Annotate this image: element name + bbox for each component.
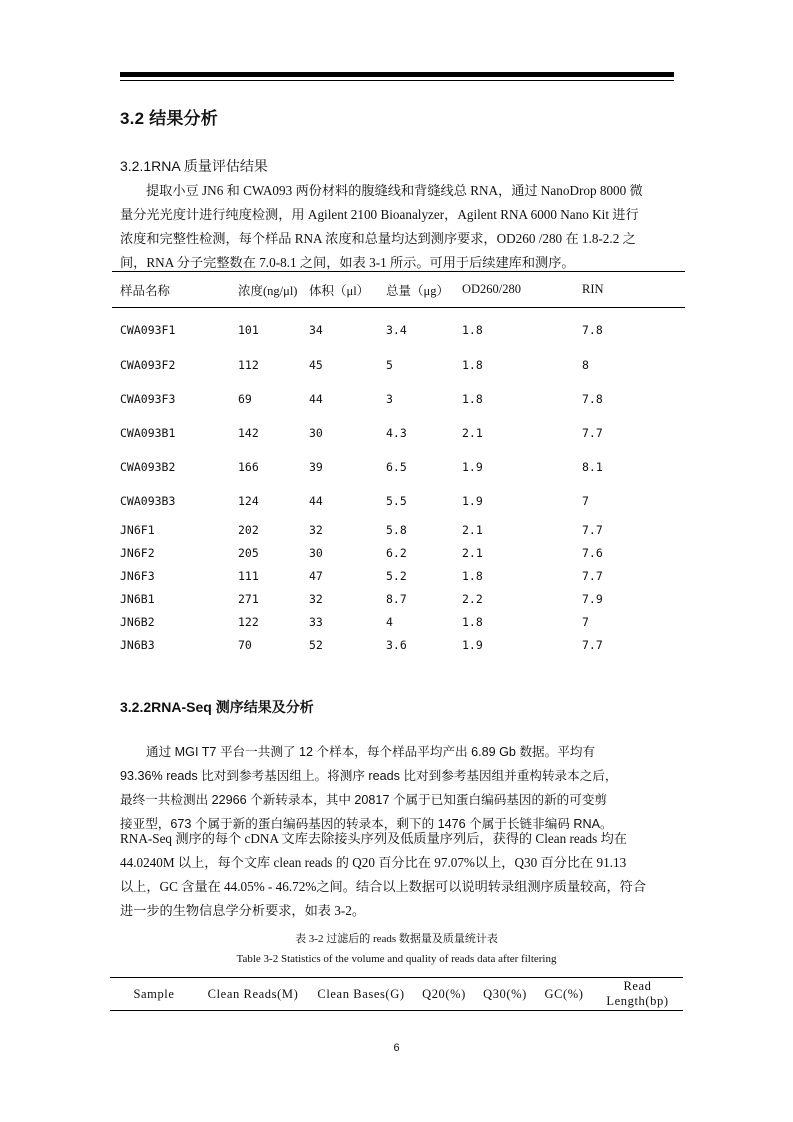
column-header: Clean Bases(G) — [308, 978, 414, 1011]
table-row — [112, 564, 685, 587]
section-title: 3.2 结果分析 — [120, 109, 218, 128]
table-cell: 4 — [386, 614, 393, 629]
table-cell: 6.5 — [386, 460, 407, 474]
table-cell: 7.7 — [582, 637, 603, 652]
table-cell: 5.8 — [386, 522, 407, 537]
table-header-row — [110, 978, 683, 1011]
paragraph-rnaseq-a — [120, 740, 676, 836]
column-header: RIN — [574, 272, 685, 308]
table-cell: JN6B2 — [120, 614, 155, 629]
table-cell: 2.2 — [462, 591, 483, 606]
paragraph-line: 间，RNA 分子完整数在 7.0-8.1 之间，如表 3-1 所示。可用于后续建库和测序。 — [120, 255, 575, 270]
paragraph-line: 93.36% reads 比对到参考基因组上。将测序 reads 比对到参考基因组并重构转录本之后， — [120, 769, 618, 783]
table-cell: 1.8 — [462, 568, 483, 583]
table-row — [112, 484, 685, 518]
table-cell: 6.2 — [386, 545, 407, 560]
table-cell: 8.1 — [582, 460, 603, 474]
table-cell: 44 — [309, 392, 323, 406]
table-cell: 112 — [238, 358, 259, 372]
table-row — [112, 633, 685, 656]
table-cell: 2.1 — [462, 545, 483, 560]
header-rule-thick — [120, 72, 674, 77]
table-row — [112, 518, 685, 541]
table-cell: 2.1 — [462, 522, 483, 537]
reads-statistics-table — [110, 977, 683, 1011]
table-caption-cn: 表 3-2 过滤后的 reads 数据量及质量统计表 — [295, 933, 498, 945]
table-cell: 205 — [238, 545, 259, 560]
table-cell: 7.7 — [582, 568, 603, 583]
table-cell: 7.7 — [582, 426, 603, 440]
table-cell: 142 — [238, 426, 259, 440]
table-cell: 8.7 — [386, 591, 407, 606]
table-cell: 5 — [386, 358, 393, 372]
table-cell: 3.4 — [386, 323, 407, 337]
column-header: Q20(%) — [414, 978, 474, 1011]
table-cell: 1.9 — [462, 460, 483, 474]
paragraph-line: 量分光光度计进行纯度检测，用 Agilent 2100 Bioanalyzer，Agilent RNA 6000 Nano Kit 进行 — [120, 207, 639, 222]
table-cell: JN6B3 — [120, 637, 155, 652]
table-row — [112, 541, 685, 564]
table-cell: 7 — [582, 614, 589, 629]
table-cell: 1.8 — [462, 392, 483, 406]
table-cell: 7.7 — [582, 522, 603, 537]
column-header: Read Length(bp) — [592, 978, 683, 1011]
table-cell: 52 — [309, 637, 323, 652]
table-cell: 1.8 — [462, 323, 483, 337]
table-cell: 34 — [309, 323, 323, 337]
table-cell: 101 — [238, 323, 259, 337]
table-cell: 45 — [309, 358, 323, 372]
table-cell: 122 — [238, 614, 259, 629]
column-header: 总量（μg） — [378, 272, 454, 308]
table-caption-en: Table 3-2 Statistics of the volume and quality of reads data after filtering — [236, 953, 557, 965]
table-cell: 7.6 — [582, 545, 603, 560]
subsection-title-rna-quality: 3.2.1RNA 质量评估结果 — [120, 158, 268, 174]
column-header: OD260/280 — [454, 272, 574, 308]
page-number: 6 — [393, 1042, 400, 1054]
paragraph-line: 提取小豆 JN6 和 CWA093 两份材料的腹缝线和背缝线总 RNA，通过 NanoDrop 8000 微 — [146, 183, 643, 198]
table-cell: CWA093F3 — [120, 392, 176, 406]
table-cell: 39 — [309, 460, 323, 474]
column-header: 体积（μl） — [301, 272, 378, 308]
table-cell: 44 — [309, 494, 323, 508]
table-header-row — [112, 272, 685, 308]
table-cell: JN6F2 — [120, 545, 155, 560]
subsection-title-rnaseq: 3.2.2RNA-Seq 测序结果及分析 — [120, 699, 314, 715]
table-cell: 30 — [309, 426, 323, 440]
table-cell: 32 — [309, 591, 323, 606]
column-header: 样品名称 — [112, 272, 230, 308]
table-cell: 7.8 — [582, 323, 603, 337]
table-cell: 5.5 — [386, 494, 407, 508]
table-cell: 7.9 — [582, 591, 603, 606]
table-cell: 8 — [582, 358, 589, 372]
table-cell: 202 — [238, 522, 259, 537]
table-cell: 70 — [238, 637, 252, 652]
paragraph-line: 44.0240M 以上，每个文库 clean reads 的 Q20 百分比在 97.07%以上，Q30 百分比在 91.13 — [120, 855, 627, 870]
paragraph-line: 通过 MGI T7 平台一共测了 12 个样本，每个样品平均产出 6.89 Gb 数据。平均有 — [146, 745, 596, 759]
table-cell: 1.9 — [462, 494, 483, 508]
column-header: 浓度(ng/μl) — [230, 272, 301, 308]
table-cell: CWA093B1 — [120, 426, 176, 440]
header-rule-thin — [120, 80, 674, 81]
table-cell: 3.6 — [386, 637, 407, 652]
table-row — [112, 450, 685, 484]
table-row — [112, 382, 685, 416]
table-cell: 271 — [238, 591, 259, 606]
table-cell: 2.1 — [462, 426, 483, 440]
table-cell: 5.2 — [386, 568, 407, 583]
column-header: Sample — [110, 978, 198, 1011]
table-row — [112, 610, 685, 633]
table-cell: 1.8 — [462, 358, 483, 372]
table-cell: 4.3 — [386, 426, 407, 440]
paragraph-line: RNA-Seq 测序的每个 cDNA 文库去除接头序列及低质量序列后，获得的 Clean reads 均在 — [120, 831, 627, 846]
paragraph-line: 以上，GC 含量在 44.05% - 46.72%之间。结合以上数据可以说明转录组测序质量较高，符合 — [120, 879, 647, 894]
table-cell: JN6F1 — [120, 522, 155, 537]
table-row — [112, 416, 685, 450]
table-cell: 47 — [309, 568, 323, 583]
column-header: GC(%) — [536, 978, 592, 1011]
paragraph-line: 进一步的生物信息学分析要求，如表 3-2。 — [120, 903, 366, 918]
table-cell: 124 — [238, 494, 259, 508]
table-cell: 32 — [309, 522, 323, 537]
table-cell: CWA093B2 — [120, 460, 176, 474]
table-cell: 33 — [309, 614, 323, 629]
paragraph-rna-quality — [120, 179, 676, 275]
table-cell: 1.9 — [462, 637, 483, 652]
table-cell: 1.8 — [462, 614, 483, 629]
column-header: Q30(%) — [474, 978, 536, 1011]
table-row — [112, 348, 685, 382]
table-cell: JN6B1 — [120, 591, 155, 606]
paragraph-line: 接亚型，673 个属于新的蛋白编码基因的转录本，剩下的 1476 个属于长链非编码 RNA。 — [120, 817, 613, 831]
table-row — [112, 587, 685, 610]
table-cell: 30 — [309, 545, 323, 560]
paragraph-line: 最终一共检测出 22966 个新转录本，其中 20817 个属于已知蛋白编码基因的新的可变剪 — [120, 793, 608, 807]
table-cell: CWA093F2 — [120, 358, 176, 372]
table-cell: CWA093F1 — [120, 323, 176, 337]
table-cell: 166 — [238, 460, 259, 474]
table-cell: JN6F3 — [120, 568, 155, 583]
table-cell: CWA093B3 — [120, 494, 176, 508]
table-cell: 69 — [238, 392, 252, 406]
column-header: Clean Reads(M) — [198, 978, 308, 1011]
table-cell: 7.8 — [582, 392, 603, 406]
paragraph-rnaseq-b — [120, 827, 676, 923]
table-cell: 7 — [582, 494, 589, 508]
paragraph-line: 浓度和完整性检测，每个样品 RNA 浓度和总量均达到测序要求，OD260 /280 在 1.8-2.2 之 — [120, 231, 636, 246]
rna-quality-table — [112, 271, 685, 656]
table-cell: 3 — [386, 392, 393, 406]
table-cell: 111 — [238, 568, 259, 583]
table-row — [112, 308, 685, 349]
